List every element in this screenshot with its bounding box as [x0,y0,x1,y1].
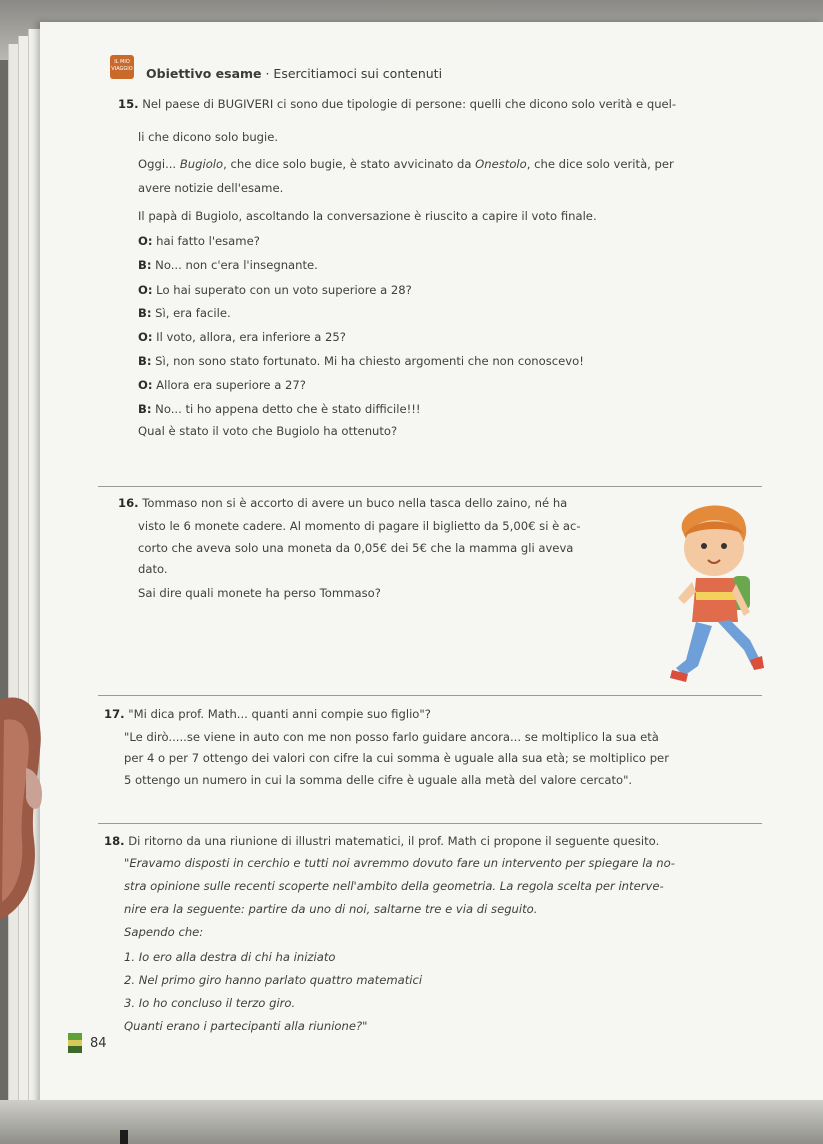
dialogue-line-2 [138,258,318,272]
dialogue-text: Sì, non sono stato fortunato. Mi ha chiesto argomenti che non conoscevo! [151,354,584,368]
dialogue-speaker: O: [138,283,153,297]
dialogue-speaker: O: [138,378,153,392]
q18-first: Di ritorno da una riunione di illustri matematici, il prof. Math ci propone il seguente quesito. [128,834,660,848]
q18-text-7: 3. Io ho concluso il terzo giro. [124,996,296,1010]
running-boy-illustration [662,500,766,688]
dialogue-text: No... non c'era l'insegnante. [151,258,318,272]
q15-number: 15. [118,97,139,111]
dialogue-speaker: B: [138,402,152,416]
q16-text-4: dato. [138,562,168,576]
q16-text-1: Tommaso non si è accorto di avere un buco nella tasca dello zaino, né ha [142,496,568,510]
q15-text-1: Nel paese di BUGIVERI ci sono due tipologie di persone: quelli che dicono solo verità e quel- [142,97,677,111]
q17-line-1 [104,707,431,721]
divider-17-18 [98,823,762,824]
dialogue-speaker: O: [138,234,153,248]
logo-text: IL MIO VIAGGIO [111,59,133,72]
dialogue-line-3 [138,283,412,297]
q15-onestolo: Onestolo [475,157,527,171]
q15-papa: Il papà di Bugiolo, ascoltando la conversazione è riuscito a capire il voto finale. [138,209,597,223]
bottom-dark-mark [120,1130,128,1144]
q17-text-1: "Le dirò.....se viene in auto con me non posso farlo guidare ancora... se moltiplico la sua età [124,730,659,744]
q18-line-1 [104,834,659,848]
q16-text-3: corto che aveva solo una moneta da 0,05€ dei 5€ che la mamma gli aveva [138,541,574,555]
q18-text-1: "Eravamo disposti in cerchio e tutti noi avremmo dovuto fare un intervento per spiegare la no- [124,856,675,870]
dialogue-line-4 [138,306,231,320]
dialogue-speaker: B: [138,306,152,320]
q18-text-2: stra opinione sulle recenti scoperte nell'ambito della geometria. La regola scelta per interve- [124,879,664,893]
dialogue-text: Sì, era facile. [151,306,231,320]
q18-text-8: Quanti erano i partecipanti alla riunione?" [124,1019,368,1033]
q15-oggi-mid: , che dice solo bugie, è stato avvicinato da [223,157,476,171]
dialogue-text: hai fatto l'esame? [152,234,260,248]
q18-text-6: 2. Nel primo giro hanno parlato quattro matematici [124,973,423,987]
dialogue-line-8 [138,402,421,416]
page-number: 84 [90,1036,107,1051]
q16-number: 16. [118,496,139,510]
page-header [146,66,442,81]
thumb [0,690,60,920]
header-title-rest: · Esercitiamoci sui contenuti [261,66,443,81]
header-title-strong: Obiettivo esame [146,66,262,81]
q15-text-2: li che dicono solo bugie. [138,130,279,144]
dialogue-line-6 [138,354,584,368]
dialogue-line-5 [138,330,346,344]
q17-number: 17. [104,707,125,721]
book-logo [110,55,134,79]
q18-text-4: Sapendo che: [124,925,204,939]
q15-oggi-post: , che dice solo verità, per [526,157,674,171]
dialogue-speaker: B: [138,354,152,368]
dialogue-text: No... ti ho appena detto che è stato difficile!!! [151,402,421,416]
dialogue-speaker: O: [138,330,153,344]
divider-16-17 [98,695,762,696]
q17-text-3: 5 ottengo un numero in cui la somma delle cifre è uguale alla metà del valore cercato". [124,773,633,787]
q15-bugiolo: Bugiolo [179,157,224,171]
dialogue-line-7 [138,378,306,392]
q16-line-1 [118,496,567,510]
q18-text-5: 1. Io ero alla destra di chi ha iniziato [124,950,336,964]
q17-first: "Mi dica prof. Math... quanti anni compie suo figlio"? [128,707,431,721]
q15-oggi-pre: Oggi... [138,157,180,171]
q15-oggi-line [138,157,674,171]
divider-15-16 [98,486,762,487]
q15-notizie: avere notizie dell'esame. [138,181,284,195]
q17-text-2: per 4 o per 7 ottengo dei valori con cifre la cui somma è uguale alla sua età; se moltiplico per [124,751,669,765]
dialogue-text: Il voto, allora, era inferiore a 25? [152,330,346,344]
q16-text-2: visto le 6 monete cadere. Al momento di pagare il biglietto da 5,00€ si è ac- [138,519,581,533]
q18-number: 18. [104,834,125,848]
q18-text-3: nire era la seguente: partire da uno di noi, saltarne tre e via di seguito. [124,902,538,916]
dialogue-text: Lo hai superato con un voto superiore a 28? [152,283,412,297]
page-number-color-mark [68,1033,82,1053]
q16-question: Sai dire quali monete ha perso Tommaso? [138,586,381,600]
dialogue-speaker: B: [138,258,152,272]
q15-question: Qual è stato il voto che Bugiolo ha ottenuto? [138,424,398,438]
dialogue-line-1 [138,234,260,248]
q15-line-1 [118,97,676,111]
dialogue-text: Allora era superiore a 27? [152,378,306,392]
